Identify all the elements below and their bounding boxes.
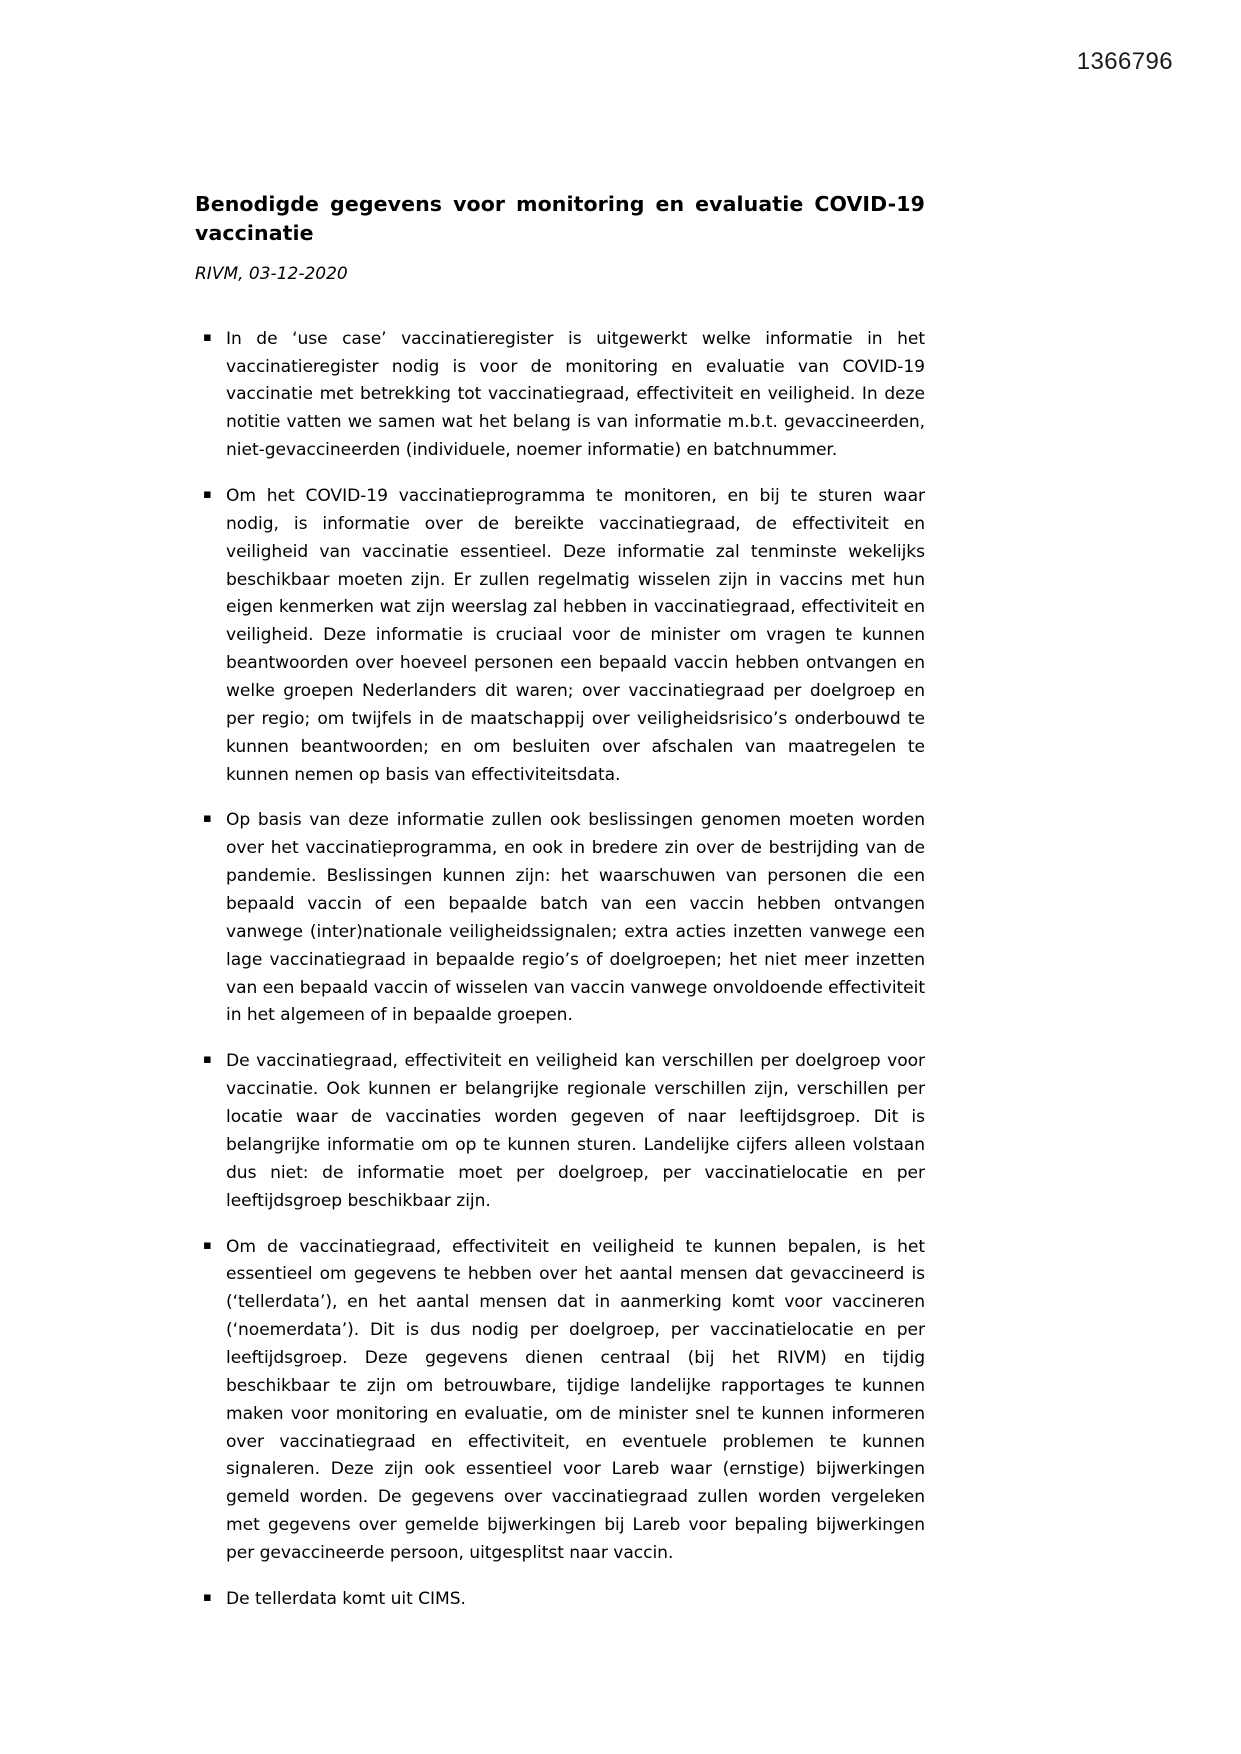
list-item [195,807,925,1030]
list-item-text: De vaccinatiegraad, effectiviteit en veiligheid kan verschillen per doelgroep voor vaccinatie. Ook kunnen er belangrijke regionale verschillen zijn, verschillen per locatie waar de vaccinaties worden gegeven of naar leeftijdsgroep. Dit is belangrijke informatie om op te kunnen sturen. Landelijke cijfers alleen volstaan dus niet: de informatie moet per doelgroep, per vaccinatielocatie en per leeftijdsgroep beschikbaar zijn. [226,1051,925,1211]
list-item [195,1048,925,1215]
page-title-line-1: Benodigde gegevens voor monitoring en evaluatie COVID-19 [195,192,925,216]
document-number: 1366796 [1076,48,1173,75]
list-item [195,326,925,465]
bullet-marker-icon: ▪ [203,1589,212,1605]
list-item [195,483,925,789]
bullet-marker-icon: ▪ [203,811,212,827]
document-subtitle: RIVM, 03-12-2020 [195,264,348,285]
bullet-marker-icon: ▪ [203,329,212,345]
list-item [195,1586,925,1614]
list-item-text: De tellerdata komt uit CIMS. [226,1588,466,1609]
bullet-marker-icon: ▪ [203,1052,212,1068]
list-item-text: Op basis van deze informatie zullen ook beslissingen genomen moeten worden over het vaccinatieprogramma, en ook in bredere zin over de bestrijding van de pandemie. Beslissingen kunnen zijn: het waarschuwen van personen die een bepaald vaccin of een bepaalde batch van een vaccin hebben ontvangen vanwege (inter)nationale veiligheidssignalen; extra acties inzetten vanwege een lage vaccinatiegraad in bepaalde regio’s of doelgroepen; het niet meer inzetten van een bepaald vaccin of wisselen van vaccin vanwege onvoldoende effectiviteit in het algemeen of in bepaalde groepen. [226,810,925,1026]
bullet-marker-icon: ▪ [203,1237,212,1253]
bullet-list [195,326,925,1614]
list-item-text: In de ‘use case’ vaccinatieregister is uitgewerkt welke informatie in het vaccinatieregister nodig is voor de monitoring en evaluatie van COVID-19 vaccinatie met betrekking tot vaccinatiegraad, effectiviteit en veiligheid. In deze notitie vatten we samen wat het belang is van informatie m.b.t. gevaccineerden, niet-gevaccineerden (individuele, noemer informatie) en batchnummer. [226,328,925,461]
page-title [195,190,925,248]
bullet-marker-icon: ▪ [203,487,212,503]
list-item-text: Om de vaccinatiegraad, effectiviteit en veiligheid te kunnen bepalen, is het essentieel om gegevens te hebben over het aantal mensen dat gevaccineerd is (‘tellerdata’), en het aantal mensen dat in aanmerking komt voor vaccineren (‘noemerdata’). Dit is dus nodig per doelgroep, per vaccinatielocatie en per leeftijdsgroep. Deze gegevens dienen centraal (bij het RIVM) en tijdig beschikbaar te zijn om betrouwbare, tijdige landelijke rapportages te kunnen maken voor monitoring en evaluatie, om de minister snel te kunnen informeren over vaccinatiegraad en effectiviteit, en eventuele problemen te kunnen signaleren. Deze zijn ook essentieel voor Lareb waar (ernstige) bijwerkingen gemeld worden. De gegevens over vaccinatiegraad zullen worden vergeleken met gegevens over gemelde bijwerkingen bij Lareb voor bepaling bijwerkingen per gevaccineerde persoon, uitgesplitst naar vaccin. [226,1236,925,1563]
list-item-text: Om het COVID-19 vaccinatieprogramma te monitoren, en bij te sturen waar nodig, is informatie over de bereikte vaccinatiegraad, de effectiviteit en veiligheid van vaccinatie essentieel. Deze informatie zal tenminste wekelijks beschikbaar moeten zijn. Er zullen regelmatig wisselen zijn in vaccins met hun eigen kenmerken wat zijn weerslag zal hebben in vaccinatiegraad, effectiviteit en veiligheid. Deze informatie is cruciaal voor de minister om vragen te kunnen beantwoorden over hoeveel personen een bepaald vaccin hebben ontvangen en welke groepen Nederlanders dit waren; over vaccinatiegraad per doelgroep en per regio; om twijfels in de maatschappij over veiligheidsrisico’s onderbouwd te kunnen beantwoorden; en om besluiten over afschalen van maatregelen te kunnen nemen op basis van effectiviteitsdata. [226,486,925,785]
list-item [195,1234,925,1568]
page-title-line-2: vaccinatie [195,221,314,246]
document-body [195,190,925,1614]
